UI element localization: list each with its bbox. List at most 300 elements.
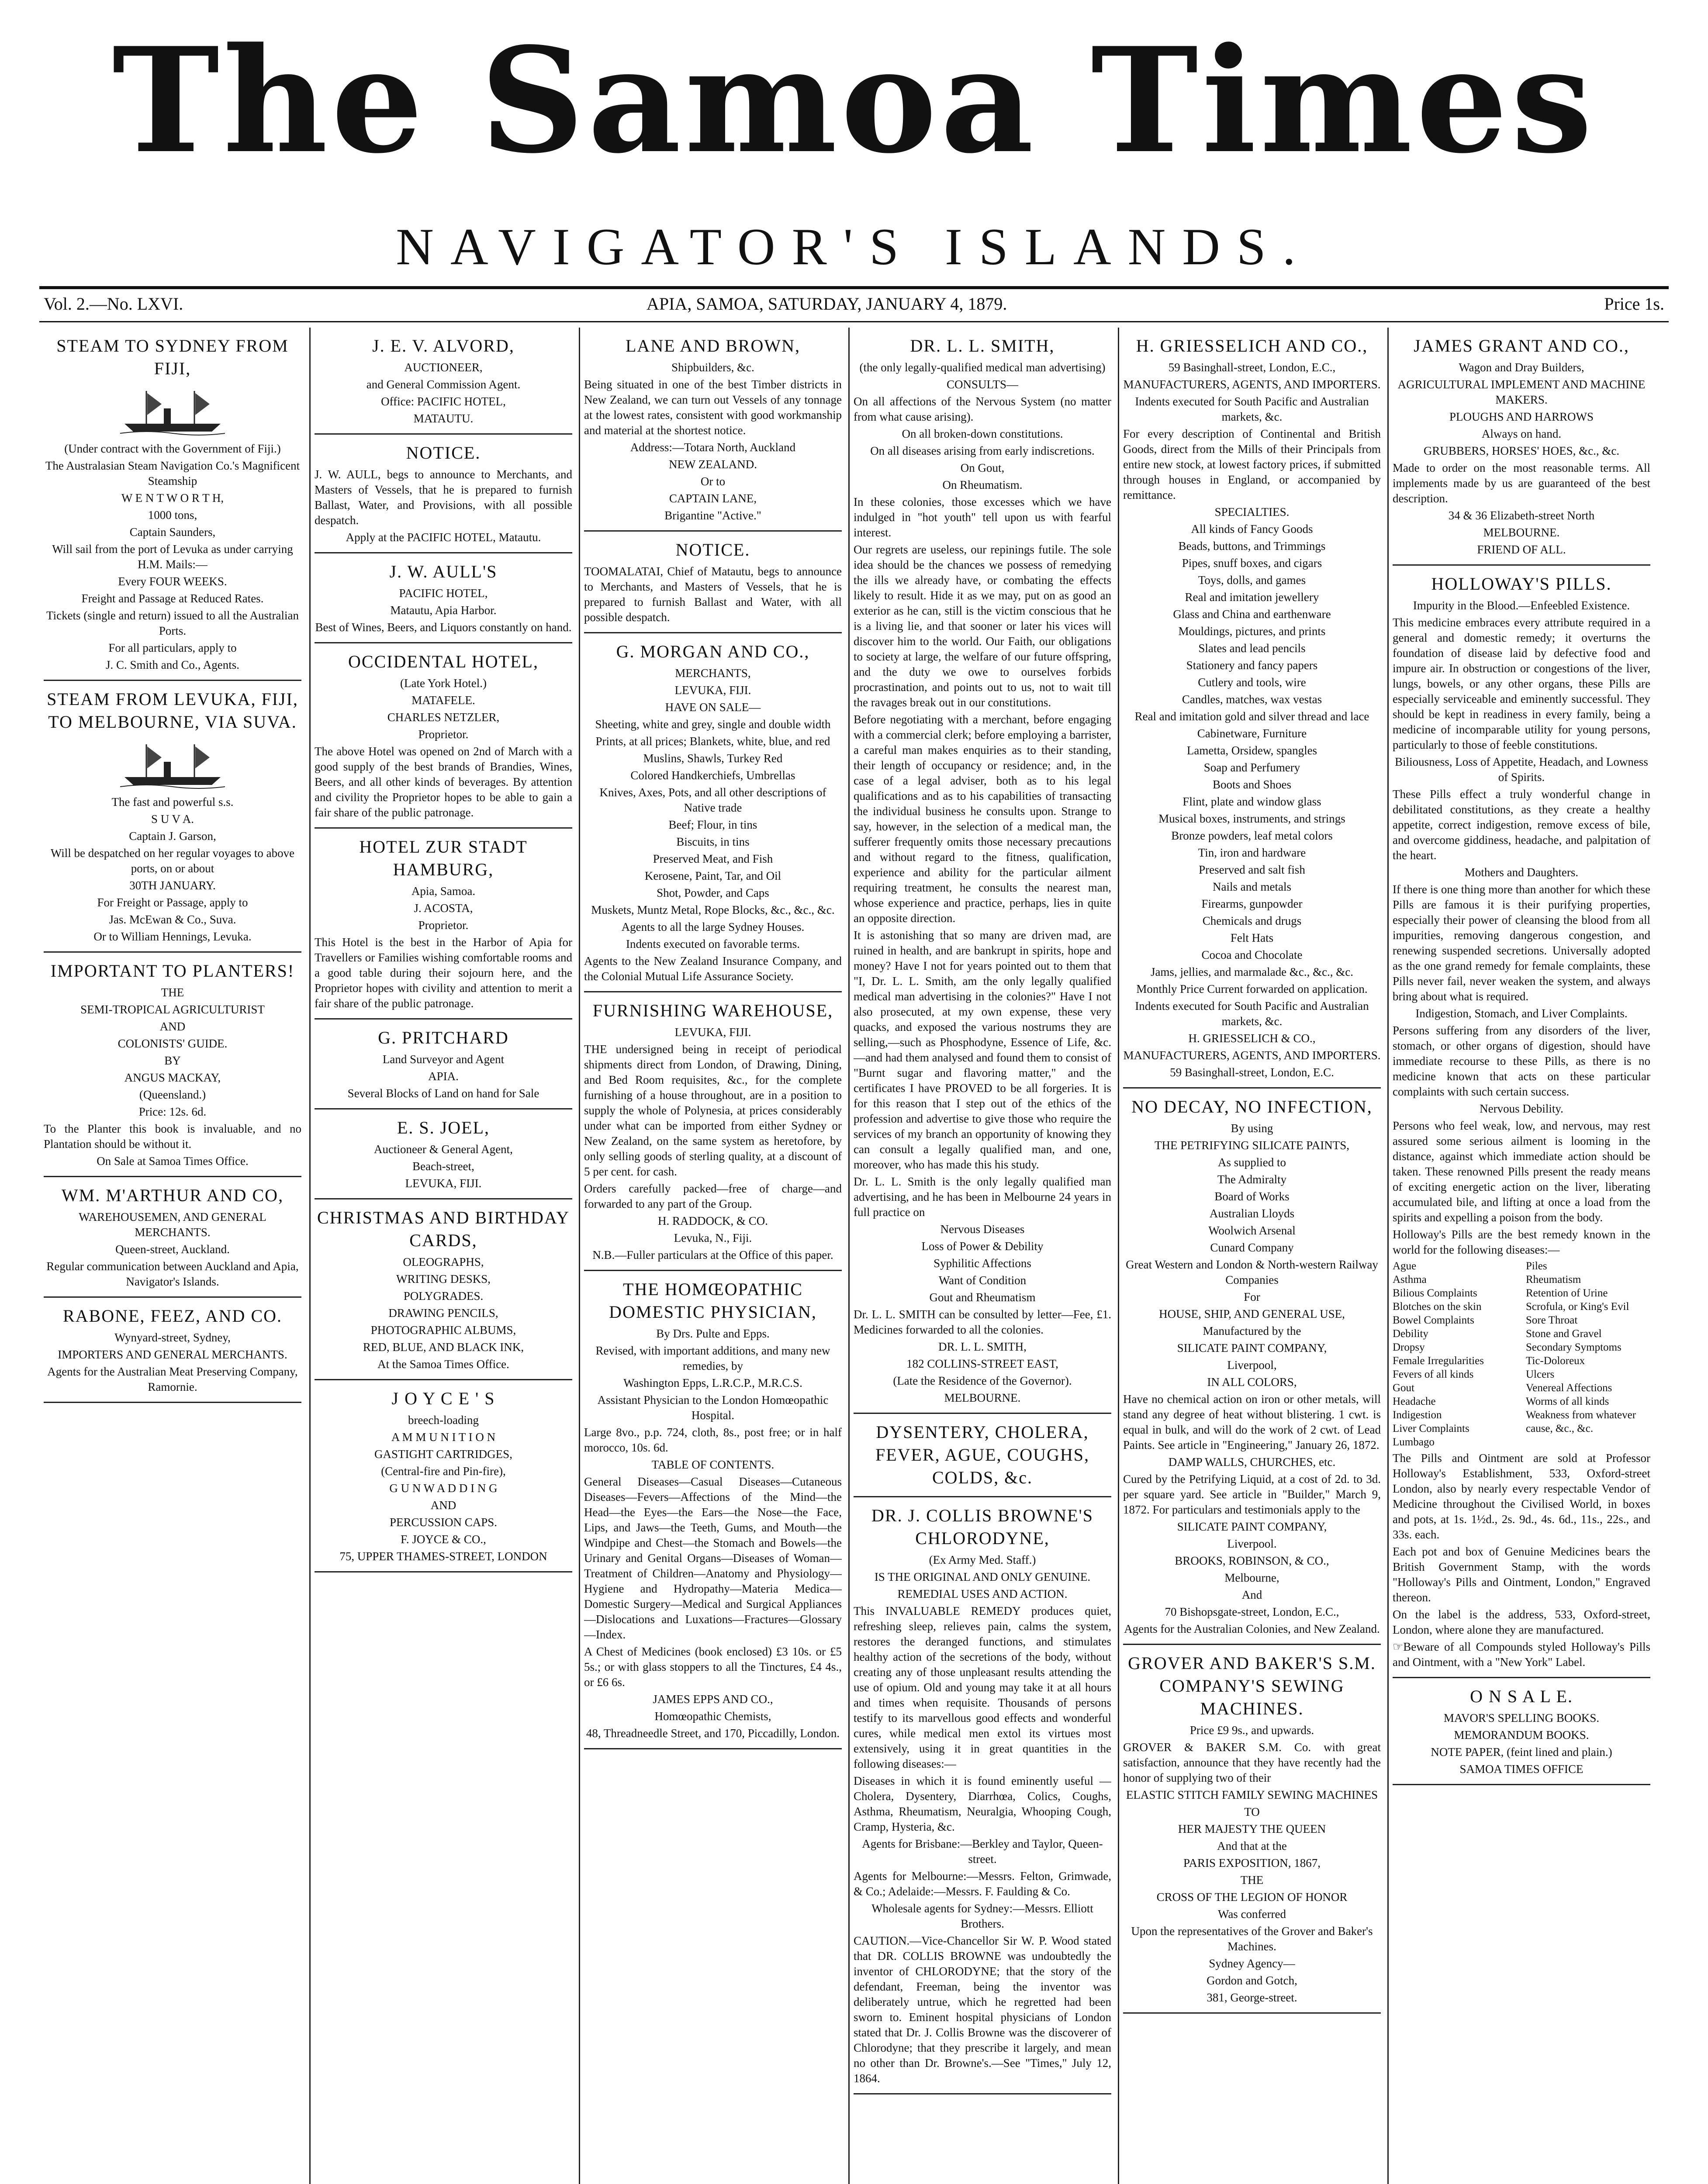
disease-item: Headache	[1393, 1396, 1436, 1407]
ad-text-line: GASTIGHT CARTRIDGES,	[374, 1448, 512, 1461]
advertisement	[315, 560, 572, 635]
ad-text-line: AND	[159, 1020, 186, 1033]
ad-text-line: Agents for Brisbane:—Berkley and Taylor, Queen-street.	[862, 1837, 1103, 1866]
advertisement	[1123, 1652, 1381, 2005]
ad-text-line: Shot, Powder, and Caps	[657, 886, 769, 899]
advertisement	[44, 335, 301, 673]
ad-separator	[584, 1270, 842, 1271]
ad-text-line: SAMOA TIMES OFFICE	[1459, 1762, 1584, 1776]
ad-text-line: DAMP WALLS, CHURCHES, etc.	[1168, 1455, 1336, 1469]
advertisement	[44, 1305, 301, 1395]
ad-separator	[1123, 1087, 1381, 1089]
issue-date: APIA, SAMOA, SATURDAY, JANUARY 4, 1879.	[647, 294, 1007, 314]
ad-text-line: 30TH JANUARY.	[129, 879, 216, 892]
advertisement	[854, 1421, 1111, 1489]
ad-heading: DR. J. COLLIS BROWNE'S CHLORODYNE,	[871, 1506, 1093, 1548]
ad-text-line: NEW ZEALAND.	[669, 458, 757, 471]
ad-text-line: The fast and powerful s.s.	[111, 795, 234, 809]
ad-text-line: and General Commission Agent.	[366, 378, 521, 391]
disease-item: Indigestion	[1393, 1409, 1442, 1421]
ad-text-line: The Australasian Steam Navigation Co.'s Magnificent Steamship	[45, 459, 300, 487]
column-2	[315, 332, 572, 2184]
disease-item: Worms of all kinds	[1526, 1396, 1609, 1407]
ad-separator	[44, 1402, 301, 1403]
advertisement	[1393, 573, 1650, 1670]
ad-heading: DYSENTERY, CHOLERA, FEVER, AGUE, COUGHS, COLDS, &c.	[875, 1422, 1090, 1487]
ad-text-line: Diseases in which it is found eminently useful — Cholera, Dysentery, Diarrhœa, Colics, Coughs, Asthma, Rheumatism, Neuralgia, Whooping Cough, Cramp, Hysteria, &c.	[854, 1774, 1111, 1833]
ad-text-line: Apia, Samoa.	[411, 885, 476, 898]
ad-text-line: Wynyard-street, Sydney,	[114, 1331, 231, 1344]
disease-item: Scrofula, or King's Evil	[1526, 1301, 1629, 1313]
ad-text-line: Nails and metals	[1213, 880, 1291, 893]
ad-text-line: Sheeting, white and grey, single and double width	[595, 718, 831, 731]
ad-separator	[584, 1748, 842, 1749]
ad-text-line: Nervous Debility.	[1480, 1102, 1563, 1115]
ad-heading: O N S A L E.	[1470, 1686, 1573, 1706]
ad-text-line: J. W. AULL, begs to announce to Merchants, and Masters of Vessels, that he is prepared to furnish Ballast, Water, and Provisions, with all possible despatch.	[315, 468, 572, 527]
ad-text-line: Proprietor.	[418, 728, 469, 741]
advertisement	[584, 539, 842, 625]
advertisement	[854, 1504, 1111, 2086]
ad-text-line: 34 & 36 Elizabeth-street North	[1448, 509, 1595, 522]
ad-text-line: J. ACOSTA,	[414, 902, 473, 915]
ad-text-line: PHOTOGRAPHIC ALBUMS,	[370, 1324, 516, 1337]
ad-separator	[584, 530, 842, 532]
ad-text-line: Soap and Perfumery	[1203, 761, 1300, 774]
ad-text-line: CHARLES NETZLER,	[387, 711, 500, 724]
ad-text-line: Or to	[700, 475, 726, 488]
advertisement	[1123, 1095, 1381, 1637]
ad-text-line: Real and imitation gold and silver thread and lace	[1134, 710, 1369, 723]
ad-text-line: Regular communication between Auckland and Apia, Navigator's Islands.	[46, 1260, 299, 1288]
ad-separator	[854, 1413, 1111, 1414]
ad-text-line: SPECIALTIES.	[1214, 505, 1290, 518]
ad-text-line: N.B.—Fuller particulars at the Office of this paper.	[592, 1248, 833, 1261]
disease-item: Female Irregularities	[1393, 1355, 1484, 1367]
ad-text-line: Captain J. Garson,	[129, 829, 216, 843]
ad-text-line: Cunard Company	[1210, 1241, 1294, 1254]
disease-item: Rheumatism	[1526, 1274, 1581, 1286]
ad-heading: NOTICE.	[675, 540, 750, 560]
column-3	[584, 332, 842, 2184]
ad-text-line: Flint, plate and window glass	[1182, 795, 1321, 808]
ad-text-line: Matautu, Apia Harbor.	[390, 604, 497, 617]
dateline	[44, 294, 1664, 320]
advertisement	[584, 335, 842, 523]
ad-text-line: Manufactured by the	[1203, 1324, 1301, 1337]
column-4	[854, 332, 1111, 2184]
disease-item: Stone and Gravel	[1526, 1328, 1602, 1340]
ad-text-line: On all affections of the Nervous System (no matter from what cause arising).	[854, 395, 1111, 423]
advertisement	[315, 442, 572, 545]
column-divider	[309, 328, 311, 2184]
ad-text-line: JAMES EPPS AND CO.,	[653, 1693, 773, 1706]
ad-text-line: Felt Hats	[1230, 931, 1274, 944]
ad-text-line: Upon the representatives of the Grover and Baker's Machines.	[1131, 1925, 1373, 1953]
ad-text-line: At the Samoa Times Office.	[377, 1358, 509, 1371]
ad-text-line: This medicine embraces every attribute required in a general and domestic remedy; it overturns the foundation of disease laid by defective food and impure air. In obstruction or congestions of the liver, lungs, bowels, or any other organs, these Pills are especially serviceable and eminently successful. They should be kept in readiness in every family, being a medicine of incomparable utility for young persons, particularly to those of feeble constitutions.	[1393, 616, 1650, 751]
ad-text-line: 381, George-street.	[1207, 1991, 1297, 2004]
ad-text-line: MATAFELE.	[411, 694, 475, 707]
ad-text-line: F. JOYCE & CO.,	[401, 1533, 486, 1546]
ad-separator	[584, 991, 842, 992]
ad-text-line: MELBOURNE.	[944, 1391, 1021, 1404]
ad-text-line: Gordon and Gotch,	[1207, 1974, 1297, 1987]
ad-text-line: The Pills and Ointment are sold at Professor Holloway's Establishment, 533, Oxford-street London, also by nearly every respectable Vendor of Medicine throughout the Civilised World, in boxes and pots, at 1s. 1½d., 2s. 9d., 4s. 6d., 11s., 22s., and 33s. each.	[1393, 1451, 1650, 1541]
ad-text-line: Candles, matches, wax vestas	[1182, 693, 1322, 706]
ad-text-line: Beef; Flour, in tins	[668, 818, 757, 831]
disease-item: Piles	[1526, 1260, 1547, 1272]
ad-separator	[854, 2093, 1111, 2094]
ad-text-line: A M M U N I T I O N	[391, 1431, 496, 1444]
ad-text-line: Apply at the PACIFIC HOTEL, Matautu.	[346, 531, 541, 544]
ad-separator	[315, 1571, 572, 1572]
ad-text-line: 48, Threadneedle Street, and 170, Piccadilly, London.	[586, 1727, 840, 1740]
ad-text-line: Wholesale agents for Sydney:—Messrs. Elliott Brothers.	[871, 1902, 1093, 1930]
ad-text-line: Musical boxes, instruments, and strings	[1158, 812, 1345, 825]
ad-text-line: Beads, buttons, and Trimmings	[1178, 539, 1326, 553]
ad-text-line: All kinds of Fancy Goods	[1191, 522, 1313, 536]
advertisement	[584, 1278, 842, 1741]
disease-item: Lumbago	[1393, 1436, 1435, 1448]
ad-separator	[1393, 564, 1650, 566]
ad-text-line: MATAUTU.	[413, 412, 474, 425]
ad-text-line: THE	[161, 986, 184, 999]
ad-heading: G. PRITCHARD	[378, 1028, 509, 1047]
ad-text-line: HOUSE, SHIP, AND GENERAL USE,	[1159, 1307, 1345, 1320]
column-1	[44, 332, 301, 2184]
ad-text-line: G U N W A D D I N G	[389, 1482, 498, 1495]
ad-text-line: LEVUKA, FIJI.	[674, 1026, 751, 1039]
ad-text-line: Each pot and box of Genuine Medicines bears the British Government Stamp, with the words "Holloway's Pills and Ointment, London," Engraved thereon.	[1393, 1545, 1650, 1604]
ad-text-line: Freight and Passage at Reduced Rates.	[81, 592, 264, 605]
ad-text-line: To the Planter this book is invaluable, and no Plantation should be without it.	[44, 1122, 301, 1151]
ad-text-line: MERCHANTS,	[675, 667, 751, 680]
ad-text-line: Glass and China and earthenware	[1173, 608, 1331, 621]
ad-separator	[315, 433, 572, 435]
ad-text-line: Jas. McEwan & Co., Suva.	[109, 913, 236, 926]
ad-text-line: SILICATE PAINT COMPANY,	[1177, 1520, 1327, 1533]
ad-text-line: Agents to all the large Sydney Houses.	[621, 920, 805, 933]
ad-text-line: Cocoa and Chocolate	[1201, 948, 1303, 961]
ad-text-line: By Drs. Pulte and Epps.	[656, 1327, 770, 1340]
ad-text-line: 59 Basinghall-street, London, E.C.,	[1168, 361, 1336, 374]
ad-text-line: Mothers and Daughters.	[1464, 866, 1579, 879]
ad-text-line: Tin, iron and hardware	[1198, 846, 1306, 859]
ad-text-line: Being situated in one of the best Timber districts in New Zealand, we can turn out Vessels of any tonnage at the lowest rates, consistent with good workmanship and material at the shortest notice.	[584, 378, 842, 437]
ad-text-line: Land Surveyor and Agent	[382, 1053, 505, 1066]
ad-heading: H. GRIESSELICH AND CO.,	[1136, 336, 1368, 356]
advertisement	[315, 335, 572, 426]
ad-text-line: H. GRIESSELICH & CO.,	[1188, 1032, 1316, 1045]
ad-separator	[315, 1018, 572, 1019]
ad-text-line: Chemicals and drugs	[1202, 914, 1302, 927]
ad-text-line: Prints, at all prices; Blankets, white, blue, and red	[595, 735, 830, 748]
ad-text-line: Queen-street, Auckland.	[115, 1243, 230, 1256]
column-5	[1123, 332, 1381, 2184]
ad-separator	[44, 680, 301, 681]
disease-item: Fevers of all kinds	[1393, 1368, 1474, 1380]
ad-text-line: Beach-street,	[412, 1160, 474, 1173]
ad-text-line: DRAWING PENCILS,	[388, 1306, 498, 1320]
ad-text-line: Biscuits, in tins	[676, 835, 750, 848]
ad-text-line: Will be despatched on her regular voyages to above ports, on or about	[50, 847, 295, 875]
ad-text-line: Indents executed on favorable terms.	[626, 937, 800, 950]
ad-heading: STEAM FROM LEVUKA, FIJI, TO MELBOURNE, VIA SUVA.	[47, 689, 298, 732]
ad-text-line: Our regrets are useless, our repinings futile. The sole idea should be the chances we possess of remedying the ills we already have, or combating the effects likely to result. Hide it as we may, put on as good an exterior as he can, still is the victim conscious that he is a living lie, and that sooner or later his vices will discover him to the world. Our Faith, our obligations to society at large, the welfare of our future offspring, and the duty we owe to ourselves forbids procrastination, and points out to us, not to wait till the ravages break out in our constitutions.	[854, 543, 1111, 709]
ad-text-line: IS THE ORIGINAL AND ONLY GENUINE.	[874, 1570, 1091, 1583]
advertisement	[315, 1206, 572, 1372]
disease-item: Blotches on the skin	[1393, 1301, 1482, 1313]
ad-heading: IMPORTANT TO PLANTERS!	[50, 961, 295, 981]
ad-text-line: Great Western and London & North-western Railway Companies	[1126, 1258, 1378, 1286]
ad-text-line: Agents to the New Zealand Insurance Company, and the Colonial Mutual Life Assurance Society.	[584, 954, 842, 983]
ad-text-line: TABLE OF CONTENTS.	[651, 1458, 774, 1471]
ad-text-line: W E N T W O R T H,	[121, 491, 224, 505]
ad-heading: NO DECAY, NO INFECTION,	[1131, 1097, 1373, 1116]
ad-text-line: For every description of Continental and British Goods, direct from the Mills of their Principals from entire new stock, at lowest factory prices, if submitted through houses in England, or accompanied by remittance.	[1123, 427, 1381, 501]
ad-text-line: Price £9 9s., and upwards.	[1189, 1724, 1314, 1737]
ad-text-line: If there is one thing more than another for which these Pills are famous it is their purifying properties, especially their power of cleansing the blood from all impurities, removing dangerous congestion, and renewing suspended secretions. Universally adopted as the one grand remedy for female complaints, these Pills never fail, never weaken the system, and always bring about what is required.	[1393, 883, 1650, 1003]
ad-text-line: Liverpool,	[1227, 1358, 1277, 1372]
ad-text-line: On the label is the address, 533, Oxford-street, London, where alone they are manufactured.	[1393, 1608, 1650, 1636]
ad-text-line: Biliousness, Loss of Appetite, Headach, and Lowness of Spirits.	[1395, 755, 1648, 784]
ad-text-line: (Late the Residence of the Governor).	[893, 1374, 1072, 1387]
ad-text-line: Orders carefully packed—free of charge—and forwarded to any part of the Group.	[584, 1182, 842, 1210]
ad-text-line: HER MAJESTY THE QUEEN	[1178, 1822, 1326, 1835]
ad-text-line: As supplied to	[1217, 1156, 1286, 1169]
ad-text-line: Loss of Power & Debility	[921, 1240, 1044, 1253]
ad-text-line: THE PETRIFYING SILICATE PAINTS,	[1154, 1139, 1349, 1152]
ad-text-line: RED, BLUE, AND BLACK INK,	[363, 1341, 524, 1354]
ad-heading: NOTICE.	[406, 443, 481, 463]
ad-text-line: Muslins, Shawls, Turkey Red	[643, 752, 783, 765]
ad-text-line: Agents for the Australian Colonies, and New Zealand.	[1124, 1622, 1380, 1635]
disease-item: Ague	[1393, 1260, 1417, 1272]
ad-text-line: Melbourne,	[1224, 1571, 1279, 1584]
ad-text-line: WAREHOUSEMEN, AND GENERAL MERCHANTS.	[79, 1210, 266, 1239]
ad-text-line: TO	[1244, 1805, 1260, 1818]
ad-text-line: Jams, jellies, and marmalade &c., &c., &c.	[1150, 965, 1354, 978]
ad-text-line: Lametta, Orsidew, spangles	[1186, 744, 1317, 757]
ad-text-line: PLOUGHS AND HARROWS	[1449, 410, 1594, 423]
ad-text-line: REMEDIAL USES AND ACTION.	[897, 1587, 1068, 1600]
ad-text-line: Shipbuilders, &c.	[671, 361, 754, 374]
ad-text-line: Australian Lloyds	[1209, 1207, 1295, 1220]
ad-separator	[315, 827, 572, 829]
ad-text-line: (Central-fire and Pin-fire),	[381, 1465, 506, 1478]
ad-separator	[315, 1379, 572, 1380]
price: Price 1s.	[1604, 294, 1664, 314]
ad-text-line: Persons suffering from any disorders of the liver, stomach, or other organs of digestion, should have immediate recourse to these Pills, as there is no medicine known that acts on these particular complaints with such certain success.	[1393, 1024, 1650, 1098]
ad-text-line: IN ALL COLORS,	[1207, 1375, 1297, 1389]
disease-item: Dropsy	[1393, 1341, 1425, 1353]
ad-text-line: Agents for Melbourne:—Messrs. Felton, Grimwade, & Co.; Adelaide:—Messrs. F. Faulding & Co.	[854, 1870, 1111, 1898]
ad-separator	[584, 632, 842, 633]
ad-text-line: MELBOURNE.	[1483, 526, 1560, 539]
ad-text-line: On all broken-down constitutions.	[902, 427, 1063, 440]
ad-text-line: Cabinetware, Furniture	[1197, 727, 1307, 740]
advertisement	[315, 1387, 572, 1564]
disease-item: Bowel Complaints	[1393, 1314, 1474, 1326]
ad-separator	[315, 1198, 572, 1199]
ad-text-line: MEMORANDUM BOOKS.	[1454, 1728, 1589, 1742]
column-divider	[848, 328, 850, 2184]
ad-text-line: For Freight or Passage, apply to	[97, 896, 248, 909]
ad-text-line: On Rheumatism.	[942, 478, 1023, 491]
advertisement	[1123, 335, 1381, 1080]
ad-text-line: Wagon and Dray Builders,	[1459, 361, 1584, 374]
ad-text-line: BROOKS, ROBINSON, & CO.,	[1175, 1554, 1329, 1567]
ad-text-line: On Gout,	[960, 461, 1005, 474]
ad-text-line: Nervous Diseases	[940, 1223, 1025, 1236]
ad-text-line: Have no chemical action on iron or other metals, will stand any degree of heat without blistering. 1 cwt. is equal in bulk, and will do the work of 2 cwt. of Lead Paints. See article in "Engineering," January 26, 1872.	[1123, 1393, 1381, 1451]
ad-text-line: Large 8vo., p.p. 724, cloth, 8s., post free; or in half morocco, 10s. 6d.	[584, 1426, 842, 1454]
ad-heading: WM. M'ARTHUR AND CO,	[61, 1185, 284, 1205]
ad-text-line: HAVE ON SALE—	[665, 701, 761, 714]
ad-text-line: This INVALUABLE REMEDY produces quiet, refreshing sleep, relieves pain, calms the system, restores the deranged functions, and stimulates healthy action of the secretions of the body, without creating any of those unpleasant results attending the use of opium. Old and young may take it at all hours and times when requisite. Thousands of persons testify to its marvellous good effects and wonderful cures, while medical men extol its virtues most extensively, using it in great quantities in the following diseases:—	[854, 1604, 1111, 1770]
ad-text-line: Every FOUR WEEKS.	[118, 575, 227, 588]
ad-text-line: By using	[1231, 1122, 1273, 1135]
ad-text-line: S U V A.	[151, 812, 194, 826]
ad-text-line: And that at the	[1217, 1839, 1287, 1852]
advertisement	[315, 1026, 572, 1101]
ad-text-line: These Pills effect a truly wonderful change in debilitated constitutions, as they create a healthy appetite, correct indigestion, remove excess of bile, and overcome giddiness, headache, and palpitation of the heart.	[1393, 788, 1650, 862]
ad-text-line: GROVER & BAKER S.M. Co. with great satisfaction, announce that they have recently had the honor of supplying two of their	[1123, 1741, 1381, 1784]
ad-heading: STEAM TO SYDNEY FROM FIJI,	[56, 336, 289, 378]
ad-text-line: And	[1241, 1588, 1262, 1601]
ad-text-line: AGRICULTURAL IMPLEMENT AND MACHINE MAKERS.	[1397, 378, 1646, 406]
ad-text-line: Mouldings, pictures, and prints	[1178, 625, 1326, 638]
ad-text-line: Several Blocks of Land on hand for Sale	[347, 1087, 539, 1100]
disease-item: Gout	[1393, 1382, 1414, 1394]
newspaper-title: The Samoa Times	[112, 16, 1596, 185]
ad-text-line: WRITING DESKS,	[396, 1272, 491, 1286]
ad-text-line: Liverpool.	[1227, 1537, 1277, 1550]
ad-text-line: 70 Bishopsgate-street, London, E.C.,	[1165, 1605, 1339, 1618]
ad-separator	[44, 1176, 301, 1177]
ad-text-line: Colored Handkerchiefs, Umbrellas	[630, 769, 795, 782]
advertisement	[1393, 1685, 1650, 1777]
ad-text-line: 182 COLLINS-STREET EAST,	[906, 1357, 1058, 1370]
ad-heading: E. S. JOEL,	[397, 1118, 490, 1137]
ad-text-line: GRUBBERS, HORSES' HOES, &c., &c.	[1423, 444, 1620, 457]
advertisement	[44, 1184, 301, 1289]
ad-text-line: MANUFACTURERS, AGENTS, AND IMPORTERS.	[1123, 1049, 1381, 1062]
ad-separator	[44, 951, 301, 953]
ad-text-line: Preserved and salt fish	[1199, 863, 1305, 876]
ad-heading: J. E. V. ALVORD,	[372, 336, 515, 356]
advertisement	[315, 650, 572, 820]
ad-text-line: Impurity in the Blood.—Enfeebled Existence.	[1413, 599, 1630, 612]
ad-text-line: ☞Beware of all Compounds styled Holloway's Pills and Ointment, with a "New York" Label.	[1393, 1640, 1650, 1669]
ad-text-line: J. C. Smith and Co., Agents.	[105, 658, 240, 671]
ad-text-line: THE	[1240, 1873, 1264, 1887]
ad-text-line: MAVOR'S SPELLING BOOKS.	[1443, 1711, 1600, 1724]
ad-separator	[854, 1496, 1111, 1497]
advertisement	[315, 836, 572, 1011]
ad-heading: HOTEL ZUR STADT HAMBURG,	[359, 837, 528, 879]
ad-separator	[315, 642, 572, 643]
ad-text-line: IMPORTERS AND GENERAL MERCHANTS.	[58, 1348, 287, 1361]
ad-text-line: The Admiralty	[1217, 1173, 1287, 1186]
ad-text-line: (Under contract with the Government of Fiji.)	[64, 442, 281, 455]
ad-text-line: Woolwich Arsenal	[1208, 1224, 1296, 1237]
column-6	[1393, 332, 1650, 2184]
disease-item: Debility	[1393, 1328, 1428, 1340]
ad-text-line: LEVUKA, FIJI.	[674, 684, 751, 697]
ad-text-line: PARIS EXPOSITION, 1867,	[1183, 1856, 1321, 1870]
ad-heading: GROVER AND BAKER'S S.M. COMPANY'S SEWING MACHINES.	[1128, 1653, 1376, 1718]
ad-text-line: Want of Condition	[938, 1274, 1027, 1287]
ad-heading: FURNISHING WAREHOUSE,	[592, 1001, 833, 1020]
ad-text-line: Board of Works	[1214, 1190, 1290, 1203]
ad-text-line: Office: PACIFIC HOTEL,	[381, 395, 506, 408]
ad-text-line: APIA.	[428, 1070, 459, 1083]
ad-text-line: Indigestion, Stomach, and Liver Complaints.	[1415, 1007, 1628, 1020]
ad-heading: J O Y C E ' S	[391, 1389, 495, 1408]
ad-text-line: H. RADDOCK, & CO.	[657, 1214, 768, 1227]
ad-text-line: For all particulars, apply to	[108, 641, 237, 654]
ad-text-line: For	[1244, 1290, 1260, 1303]
ad-text-line: Boots and Shoes	[1212, 778, 1291, 791]
ad-separator	[1123, 2012, 1381, 2014]
ad-text-line: Captain Saunders,	[129, 525, 216, 539]
ad-text-line: Kerosene, Paint, Tar, and Oil	[644, 869, 781, 882]
ad-text-line: Tickets (single and return) issued to all the Australian Ports.	[46, 609, 299, 637]
ad-text-line: Knives, Axes, Pots, and all other descriptions of Native trade	[599, 786, 826, 814]
ad-text-line: Was conferred	[1218, 1908, 1286, 1921]
masthead-rule-top	[39, 286, 1669, 289]
ad-text-line: 59 Basinghall-street, London, E.C.	[1170, 1066, 1334, 1079]
ad-text-line: COLONISTS' GUIDE.	[118, 1037, 228, 1050]
ad-text-line: (Queensland.)	[139, 1088, 206, 1101]
ad-text-line: Revised, with important additions, and many new remedies, by	[595, 1344, 830, 1372]
ad-text-line: PACIFIC HOTEL,	[399, 587, 488, 600]
ad-text-line: AND	[430, 1499, 456, 1512]
ad-text-line: AUCTIONEER,	[404, 361, 483, 374]
ad-heading: RABONE, FEEZ, AND CO.	[62, 1306, 283, 1326]
steamship-icon	[120, 738, 225, 790]
ad-text-line: Preserved Meat, and Fish	[653, 852, 773, 865]
disease-list	[1393, 1259, 1650, 1449]
ad-text-line: Before negotiating with a merchant, before engaging with a commercial clerk; before employing a barrister, a careful man makes enquiries as to their standing, their length of occupancy or residence; and, in the case of a legal adviser, both as to his legal qualifications and as to his capabilities of transacting the individual business he consults upon. Strange to say, however, in the selection of a medical man, the sufferer frequently omits those necessary precautions and without regard to the fitness, qualification, experience and ability for the particular ailment requiring treatment, he consults the nearest man, whose experience and practice, perhaps, lies in quite an opposite direction.	[854, 713, 1111, 925]
ad-text-line: PERCUSSION CAPS.	[389, 1516, 498, 1529]
ad-text-line: Real and imitation jewellery	[1185, 591, 1319, 604]
disease-item: Ulcers	[1526, 1368, 1555, 1380]
ad-text-line: Indents executed for South Pacific and Australian markets, &c.	[1135, 395, 1369, 423]
advertisement	[315, 1116, 572, 1191]
ad-separator	[1393, 1677, 1650, 1678]
newspaper-subtitle: NAVIGATOR'S ISLANDS.	[396, 218, 1312, 276]
ad-text-line: SILICATE PAINT COMPANY,	[1177, 1341, 1327, 1355]
ad-text-line: Levuka, N., Fiji.	[674, 1231, 752, 1244]
ad-text-line: (the only legally-qualified medical man advertising)	[859, 361, 1106, 374]
disease-item: Bilious Complaints	[1393, 1287, 1477, 1299]
ad-heading: OCCIDENTAL HOTEL,	[348, 652, 539, 671]
ad-text-line: Agents for the Australian Meat Preserving Company, Ramornie.	[47, 1365, 298, 1393]
advertisement	[44, 688, 301, 944]
ad-heading: J. W. AULL'S	[389, 562, 498, 581]
ad-text-line: Always on hand.	[1481, 427, 1562, 440]
ad-text-line: A Chest of Medicines (book enclosed) £3 10s. or £5 5s.; or with glass stoppers to all the Tinctures, £4 4s., or £6 6s.	[584, 1645, 842, 1689]
ad-text-line: Homœopathic Chemists,	[654, 1710, 771, 1723]
disease-item: Venereal Affections	[1526, 1382, 1612, 1394]
disease-item: Weakness from whatever cause, &c., &c.	[1526, 1409, 1636, 1434]
ad-heading: THE HOMŒOPATHIC DOMESTIC PHYSICIAN,	[609, 1279, 817, 1322]
ad-text-line: Pipes, snuff boxes, and cigars	[1182, 556, 1322, 570]
ad-text-line: Auctioneer & General Agent,	[374, 1143, 513, 1156]
